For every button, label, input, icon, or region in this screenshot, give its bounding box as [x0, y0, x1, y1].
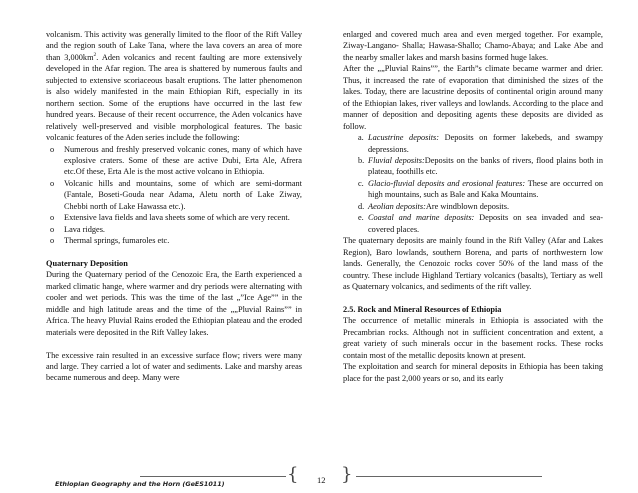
- right-brace-ornament: }: [341, 464, 353, 485]
- list-item: b. Fluvial deposits:Deposits on the banks of rivers, flood plains both in plateau, foothills etc.: [358, 155, 603, 177]
- list-item: o Lava ridges.: [46, 224, 302, 235]
- paragraph-quaternary-2: The excessive rain resulted in an excessive surface flow; rivers were many and large. They carried a lot of water and sediments. Lake and marshy areas became numerous and deep. Many were: [46, 350, 302, 383]
- footer-rule-left: [140, 476, 286, 477]
- footer-title: Ethiopian Geography and the Horn (GeES1011): [55, 480, 225, 488]
- page-number: 12: [317, 475, 326, 485]
- list-item: a. Lacustrine deposits: Deposits on former lakebeds, and swampy depressions.: [358, 133, 603, 154]
- paragraph-pluvial: After the „„Pluvial Rains””, the Earth”s climate became warmer and drier. Thus, it increased the rate of evaporation that diminished the sizes of the lakes. Today, there are lacustrine deposits of continental origin around many of the Ethiopian lakes, river valleys and lowlands. According to the place and manner of deposition and depositing agents these deposits are divided as follow.: [343, 64, 603, 131]
- paragraph-volcanism: volcanism. This activity was generally limited to the floor of the Rift Valley and the region south of Lake Tana, where the lava covers an area of more than $3,000km^2$. Aden volcanics and recent faulting are more extensively developed in the Afar region. The area is shattered by numerous faults and subjected to extensive scoriaceous basalt eruptions. The latter phenomenon is also widely manifested in the main Ethiopian Rift, especially in its northern section. Some of the eruptions have occurred in the last few hundred years. Because of their recent occurrence, the Aden volcanics have relatively well-preserved and visible morphological features. The basic volcanic features of the Aden series include the following:: [46, 30, 302, 143]
- paragraph-quaternary-1: During the Quaternary period of the Cenozoic Era, the Earth experienced a marked climatic hange, where warmer and dry periods were alternating with cooler and wet periods. This was the time of the last „”Ice Age”” in the middle and high latitude areas and the time of the „„Pluvial Rains”” in Africa. The heavy Pluvial Rains eroded the Ethiopian plateau and the eroded materials were deposited in the Rift Valley lakes.: [46, 270, 302, 337]
- right-column: [343, 29, 603, 384]
- deposit-types-list: [343, 132, 603, 235]
- superscript: 2: [93, 52, 97, 59]
- paragraph-metallic-minerals: The occurrence of metallic minerals in Ethiopia is associated with the Precambrian rocks. Although not in sufficient concentration and extent, a great variety of such minerals occur in the basement rocks. These rocks contain most of the metallic deposits known at present.: [343, 316, 603, 360]
- section-heading-quaternary: Quaternary Deposition: [46, 259, 128, 268]
- list-item: c. Glacio-fluvial deposits and erosional features: These are occurred on high mountains, such as Bale and Kaka Mountains.: [358, 178, 603, 200]
- paragraph-exploitation: The exploitation and search for mineral deposits in Ethiopia has been taking place for the past 2,000 years or so, and its early: [343, 362, 603, 383]
- list-item: d. Aeolian deposits:Are windblown deposits.: [358, 201, 510, 211]
- paragraph-lakes: enlarged and covered much area and even merged together. For example, Ziway-Langano- Shalla; Hawasa-Shallo; Chamo-Abaya; and Lake Abe and the nearby smaller lakes and marsh basins formed huge lakes.: [343, 30, 603, 62]
- list-item: o Extensive lava fields and lava sheets some of which are very recent.: [46, 212, 302, 223]
- volcanic-features-list: [46, 144, 302, 247]
- list-item: e. Coastal and marine deposits: Deposits on sea invaded and sea-covered places.: [358, 213, 603, 234]
- left-column: [46, 29, 302, 384]
- section-heading-resources: 2.5. Rock and Mineral Resources of Ethiopia: [343, 304, 502, 314]
- list-item: o Thermal springs, fumaroles etc.: [46, 235, 302, 246]
- list-item: o Numerous and freshly preserved volcanic cones, many of which have explosive craters. Some of these are active Dubi, Erta Ale, Afrera etc.Of these, Erta Ale is the most active volcano in Ethiopia.: [46, 144, 302, 178]
- list-item: o Volcanic hills and mountains, some of which are semi-dormant (Fantale, Boseti-Gouda near Adama, Aletu north of Lake Ziway, Chebbi north of Lake Hawassa etc.).: [46, 178, 302, 212]
- footer-rule-right: [356, 476, 542, 477]
- left-brace-ornament: {: [287, 464, 299, 485]
- paragraph-quaternary-locations: The quaternary deposits are mainly found in the Rift Valley (Afar and Lakes Region), Baro lowlands, southern Borena, and parts of northwestern low lands. Generally, the Cenozoic rocks cover 50% of the land mass of the country. These include Highland Tertiary volcanics (basalts), Tertiary as well as Quaternary volcanics, and sediments of the rift valley.: [343, 236, 603, 291]
